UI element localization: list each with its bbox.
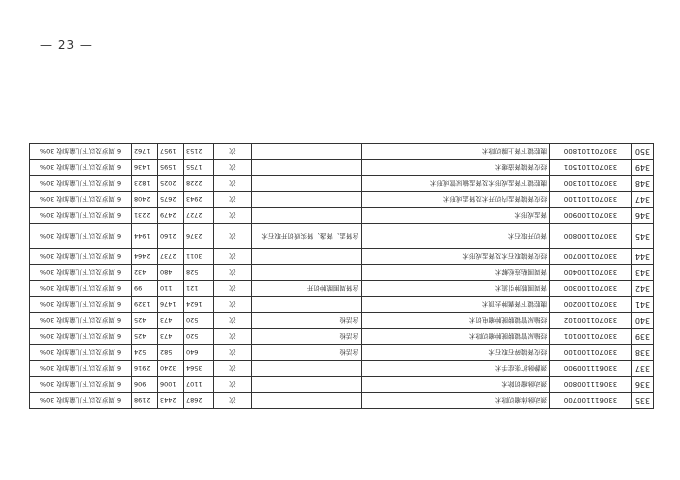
row-price-2: 1595 bbox=[158, 160, 184, 176]
table-row bbox=[30, 281, 654, 297]
row-code: 330701101100 bbox=[550, 192, 632, 208]
table-row bbox=[30, 176, 654, 192]
row-price-2: 110 bbox=[158, 281, 184, 297]
row-price-1: 520 bbox=[184, 329, 214, 345]
row-price-1: 2943 bbox=[184, 192, 214, 208]
row-note bbox=[252, 176, 362, 192]
price-table-sheet bbox=[30, 83, 654, 409]
row-price-3: 1762 bbox=[132, 144, 158, 160]
row-seq: 342 bbox=[632, 281, 654, 297]
row-remark: 6 周岁及以下儿童加收 30% bbox=[30, 192, 132, 208]
row-unit: 次 bbox=[214, 176, 252, 192]
row-note: 含活检 bbox=[252, 329, 362, 345]
row-note bbox=[252, 297, 362, 313]
row-remark: 6 周岁及以下儿童加收 30% bbox=[30, 297, 132, 313]
row-seq: 350 bbox=[632, 144, 654, 160]
row-seq: 348 bbox=[632, 176, 654, 192]
row-seq: 347 bbox=[632, 192, 654, 208]
row-price-3: 99 bbox=[132, 281, 158, 297]
row-note: 含活检 bbox=[252, 313, 362, 329]
row-price-2: 2160 bbox=[158, 224, 184, 249]
row-code: 330701101800 bbox=[550, 144, 632, 160]
row-unit: 次 bbox=[214, 160, 252, 176]
row-code: 330701101300 bbox=[550, 176, 632, 192]
row-remark: 6 周岁及以下儿童加收 30% bbox=[30, 393, 132, 409]
row-price-2: 1006 bbox=[158, 377, 184, 393]
row-note bbox=[252, 208, 362, 224]
row-price-2: 2737 bbox=[158, 249, 184, 265]
row-code: 330701100101 bbox=[550, 329, 632, 345]
row-price-3: 425 bbox=[132, 313, 158, 329]
row-name: 肾周围粘连松解术 bbox=[362, 265, 550, 281]
row-price-3: 1944 bbox=[132, 224, 158, 249]
row-unit: 次 bbox=[214, 249, 252, 265]
row-name: 经输尿管镜膀胱肿瘤切除术 bbox=[362, 329, 550, 345]
row-price-2: 2025 bbox=[158, 176, 184, 192]
row-remark: 6 周岁及以下儿童加收 30% bbox=[30, 249, 132, 265]
row-price-2: 2443 bbox=[158, 393, 184, 409]
row-code: 330701100300 bbox=[550, 281, 632, 297]
row-price-3: 1436 bbox=[132, 160, 158, 176]
row-price-2: 1476 bbox=[158, 297, 184, 313]
row-price-1: 3011 bbox=[184, 249, 214, 265]
row-seq: 349 bbox=[632, 160, 654, 176]
row-price-3: 2464 bbox=[132, 249, 158, 265]
row-code: 330701100800 bbox=[550, 224, 632, 249]
row-remark: 6 周岁及以下儿童加收 30% bbox=[30, 313, 132, 329]
row-price-2: 480 bbox=[158, 265, 184, 281]
row-unit: 次 bbox=[214, 329, 252, 345]
row-remark: 6 周岁及以下儿童加收 30% bbox=[30, 224, 132, 249]
row-code: 330701100100 bbox=[550, 345, 632, 361]
table-row bbox=[30, 144, 654, 160]
row-price-2: 2479 bbox=[158, 208, 184, 224]
row-note bbox=[252, 361, 362, 377]
row-price-2: 473 bbox=[158, 313, 184, 329]
row-name: 经皮肾镜肾造瘘术 bbox=[362, 160, 550, 176]
row-price-2: 473 bbox=[158, 329, 184, 345]
row-code: 330701101501 bbox=[550, 160, 632, 176]
row-name: 经皮肾镜碎石取石术 bbox=[362, 345, 550, 361]
row-remark: 6 周岁及以下儿童加收 30% bbox=[30, 377, 132, 393]
row-note bbox=[252, 265, 362, 281]
row-remark: 6 周岁及以下儿童加收 30% bbox=[30, 144, 132, 160]
row-price-1: 3564 bbox=[184, 361, 214, 377]
row-code: 330701100102 bbox=[550, 313, 632, 329]
row-note bbox=[252, 144, 362, 160]
row-unit: 次 bbox=[214, 361, 252, 377]
row-name: 肾盂成形术 bbox=[362, 208, 550, 224]
table-row bbox=[30, 313, 654, 329]
row-name: 颈动脉瘤切除术 bbox=[362, 377, 550, 393]
row-note bbox=[252, 192, 362, 208]
row-unit: 次 bbox=[214, 192, 252, 208]
row-note bbox=[252, 377, 362, 393]
row-seq: 346 bbox=[632, 208, 654, 224]
table-row bbox=[30, 297, 654, 313]
row-seq: 344 bbox=[632, 249, 654, 265]
row-code: 330701100400 bbox=[550, 265, 632, 281]
row-seq: 339 bbox=[632, 329, 654, 345]
row-unit: 次 bbox=[214, 281, 252, 297]
row-unit: 次 bbox=[214, 393, 252, 409]
row-price-1: 1755 bbox=[184, 160, 214, 176]
row-code: 330611100900 bbox=[550, 361, 632, 377]
table-row bbox=[30, 224, 654, 249]
row-note bbox=[252, 393, 362, 409]
row-price-1: 121 bbox=[184, 281, 214, 297]
row-price-3: 425 bbox=[132, 329, 158, 345]
table-row bbox=[30, 329, 654, 345]
row-note bbox=[252, 249, 362, 265]
row-code: 330701100900 bbox=[550, 208, 632, 224]
row-price-2: 2675 bbox=[158, 192, 184, 208]
row-note: 含肾周围脓肿切开 bbox=[252, 281, 362, 297]
table-row bbox=[30, 345, 654, 361]
row-name: 经输尿管镜膀胱肿瘤电切术 bbox=[362, 313, 550, 329]
table-row bbox=[30, 249, 654, 265]
row-price-3: 2916 bbox=[132, 361, 158, 377]
row-remark: 6 周岁及以下儿童加收 30% bbox=[30, 281, 132, 297]
row-seq: 335 bbox=[632, 393, 654, 409]
row-seq: 340 bbox=[632, 313, 654, 329]
table-row bbox=[30, 377, 654, 393]
row-unit: 次 bbox=[214, 313, 252, 329]
row-name: 腹腔镜下肾上腺切除术 bbox=[362, 144, 550, 160]
row-price-1: 2727 bbox=[184, 208, 214, 224]
row-price-1: 2687 bbox=[184, 393, 214, 409]
row-note: 含肾盂、肾盏、肾实质切开取石术 bbox=[252, 224, 362, 249]
row-remark: 6 周岁及以下儿童加收 30% bbox=[30, 208, 132, 224]
table-row bbox=[30, 393, 654, 409]
row-note: 含活检 bbox=[252, 345, 362, 361]
row-code: 330701100200 bbox=[550, 297, 632, 313]
row-price-3: 2408 bbox=[132, 192, 158, 208]
row-price-1: 1107 bbox=[184, 377, 214, 393]
table-row bbox=[30, 265, 654, 281]
row-seq: 338 bbox=[632, 345, 654, 361]
row-code: 330611100800 bbox=[550, 377, 632, 393]
table-row bbox=[30, 208, 654, 224]
row-unit: 次 bbox=[214, 144, 252, 160]
row-seq: 345 bbox=[632, 224, 654, 249]
row-unit: 次 bbox=[214, 265, 252, 281]
row-remark: 6 周岁及以下儿童加收 30% bbox=[30, 329, 132, 345]
row-price-1: 1624 bbox=[184, 297, 214, 313]
row-unit: 次 bbox=[214, 345, 252, 361]
row-seq: 336 bbox=[632, 377, 654, 393]
table-row bbox=[30, 192, 654, 208]
row-unit: 次 bbox=[214, 208, 252, 224]
row-price-3: 2231 bbox=[132, 208, 158, 224]
row-seq: 343 bbox=[632, 265, 654, 281]
row-price-2: 3240 bbox=[158, 361, 184, 377]
row-name: 经皮肾镜取石术及肾盂成形术 bbox=[362, 249, 550, 265]
page-number: — 23 — bbox=[40, 38, 93, 52]
row-code: 330701100700 bbox=[550, 249, 632, 265]
row-name: 经皮肾镜肾盂内切开术及肾盂成形术 bbox=[362, 192, 550, 208]
row-price-1: 2376 bbox=[184, 224, 214, 249]
row-price-1: 2228 bbox=[184, 176, 214, 192]
row-name: 腹腔镜下肾盂成形术及肾盂输尿管成形术 bbox=[362, 176, 550, 192]
row-price-1: 640 bbox=[184, 345, 214, 361]
row-price-3: 432 bbox=[132, 265, 158, 281]
row-price-3: 524 bbox=[132, 345, 158, 361]
row-remark: 6 周岁及以下儿童加收 30% bbox=[30, 176, 132, 192]
row-price-2: 1957 bbox=[158, 144, 184, 160]
row-remark: 6 周岁及以下儿童加收 30% bbox=[30, 361, 132, 377]
row-unit: 次 bbox=[214, 297, 252, 313]
price-table bbox=[29, 143, 654, 409]
table-row bbox=[30, 361, 654, 377]
row-name: 颈静脉扩张症手术 bbox=[362, 361, 550, 377]
row-remark: 6 周岁及以下儿童加收 30% bbox=[30, 345, 132, 361]
row-price-3: 1823 bbox=[132, 176, 158, 192]
row-note bbox=[252, 160, 362, 176]
row-name: 肾切开取石术 bbox=[362, 224, 550, 249]
row-unit: 次 bbox=[214, 224, 252, 249]
row-price-3: 1329 bbox=[132, 297, 158, 313]
row-remark: 6 周岁及以下儿童加收 30% bbox=[30, 265, 132, 281]
table-row bbox=[30, 160, 654, 176]
row-price-2: 582 bbox=[158, 345, 184, 361]
row-name: 腹腔镜下肾囊肿去顶术 bbox=[362, 297, 550, 313]
row-unit: 次 bbox=[214, 377, 252, 393]
row-price-1: 528 bbox=[184, 265, 214, 281]
row-seq: 341 bbox=[632, 297, 654, 313]
row-name: 肾周围脓肿引流术 bbox=[362, 281, 550, 297]
row-name: 颈动脉体瘤切除术 bbox=[362, 393, 550, 409]
row-price-1: 2153 bbox=[184, 144, 214, 160]
row-remark: 6 周岁及以下儿童加收 30% bbox=[30, 160, 132, 176]
row-price-3: 906 bbox=[132, 377, 158, 393]
row-code: 330611100700 bbox=[550, 393, 632, 409]
row-seq: 337 bbox=[632, 361, 654, 377]
row-price-3: 2198 bbox=[132, 393, 158, 409]
row-price-1: 520 bbox=[184, 313, 214, 329]
